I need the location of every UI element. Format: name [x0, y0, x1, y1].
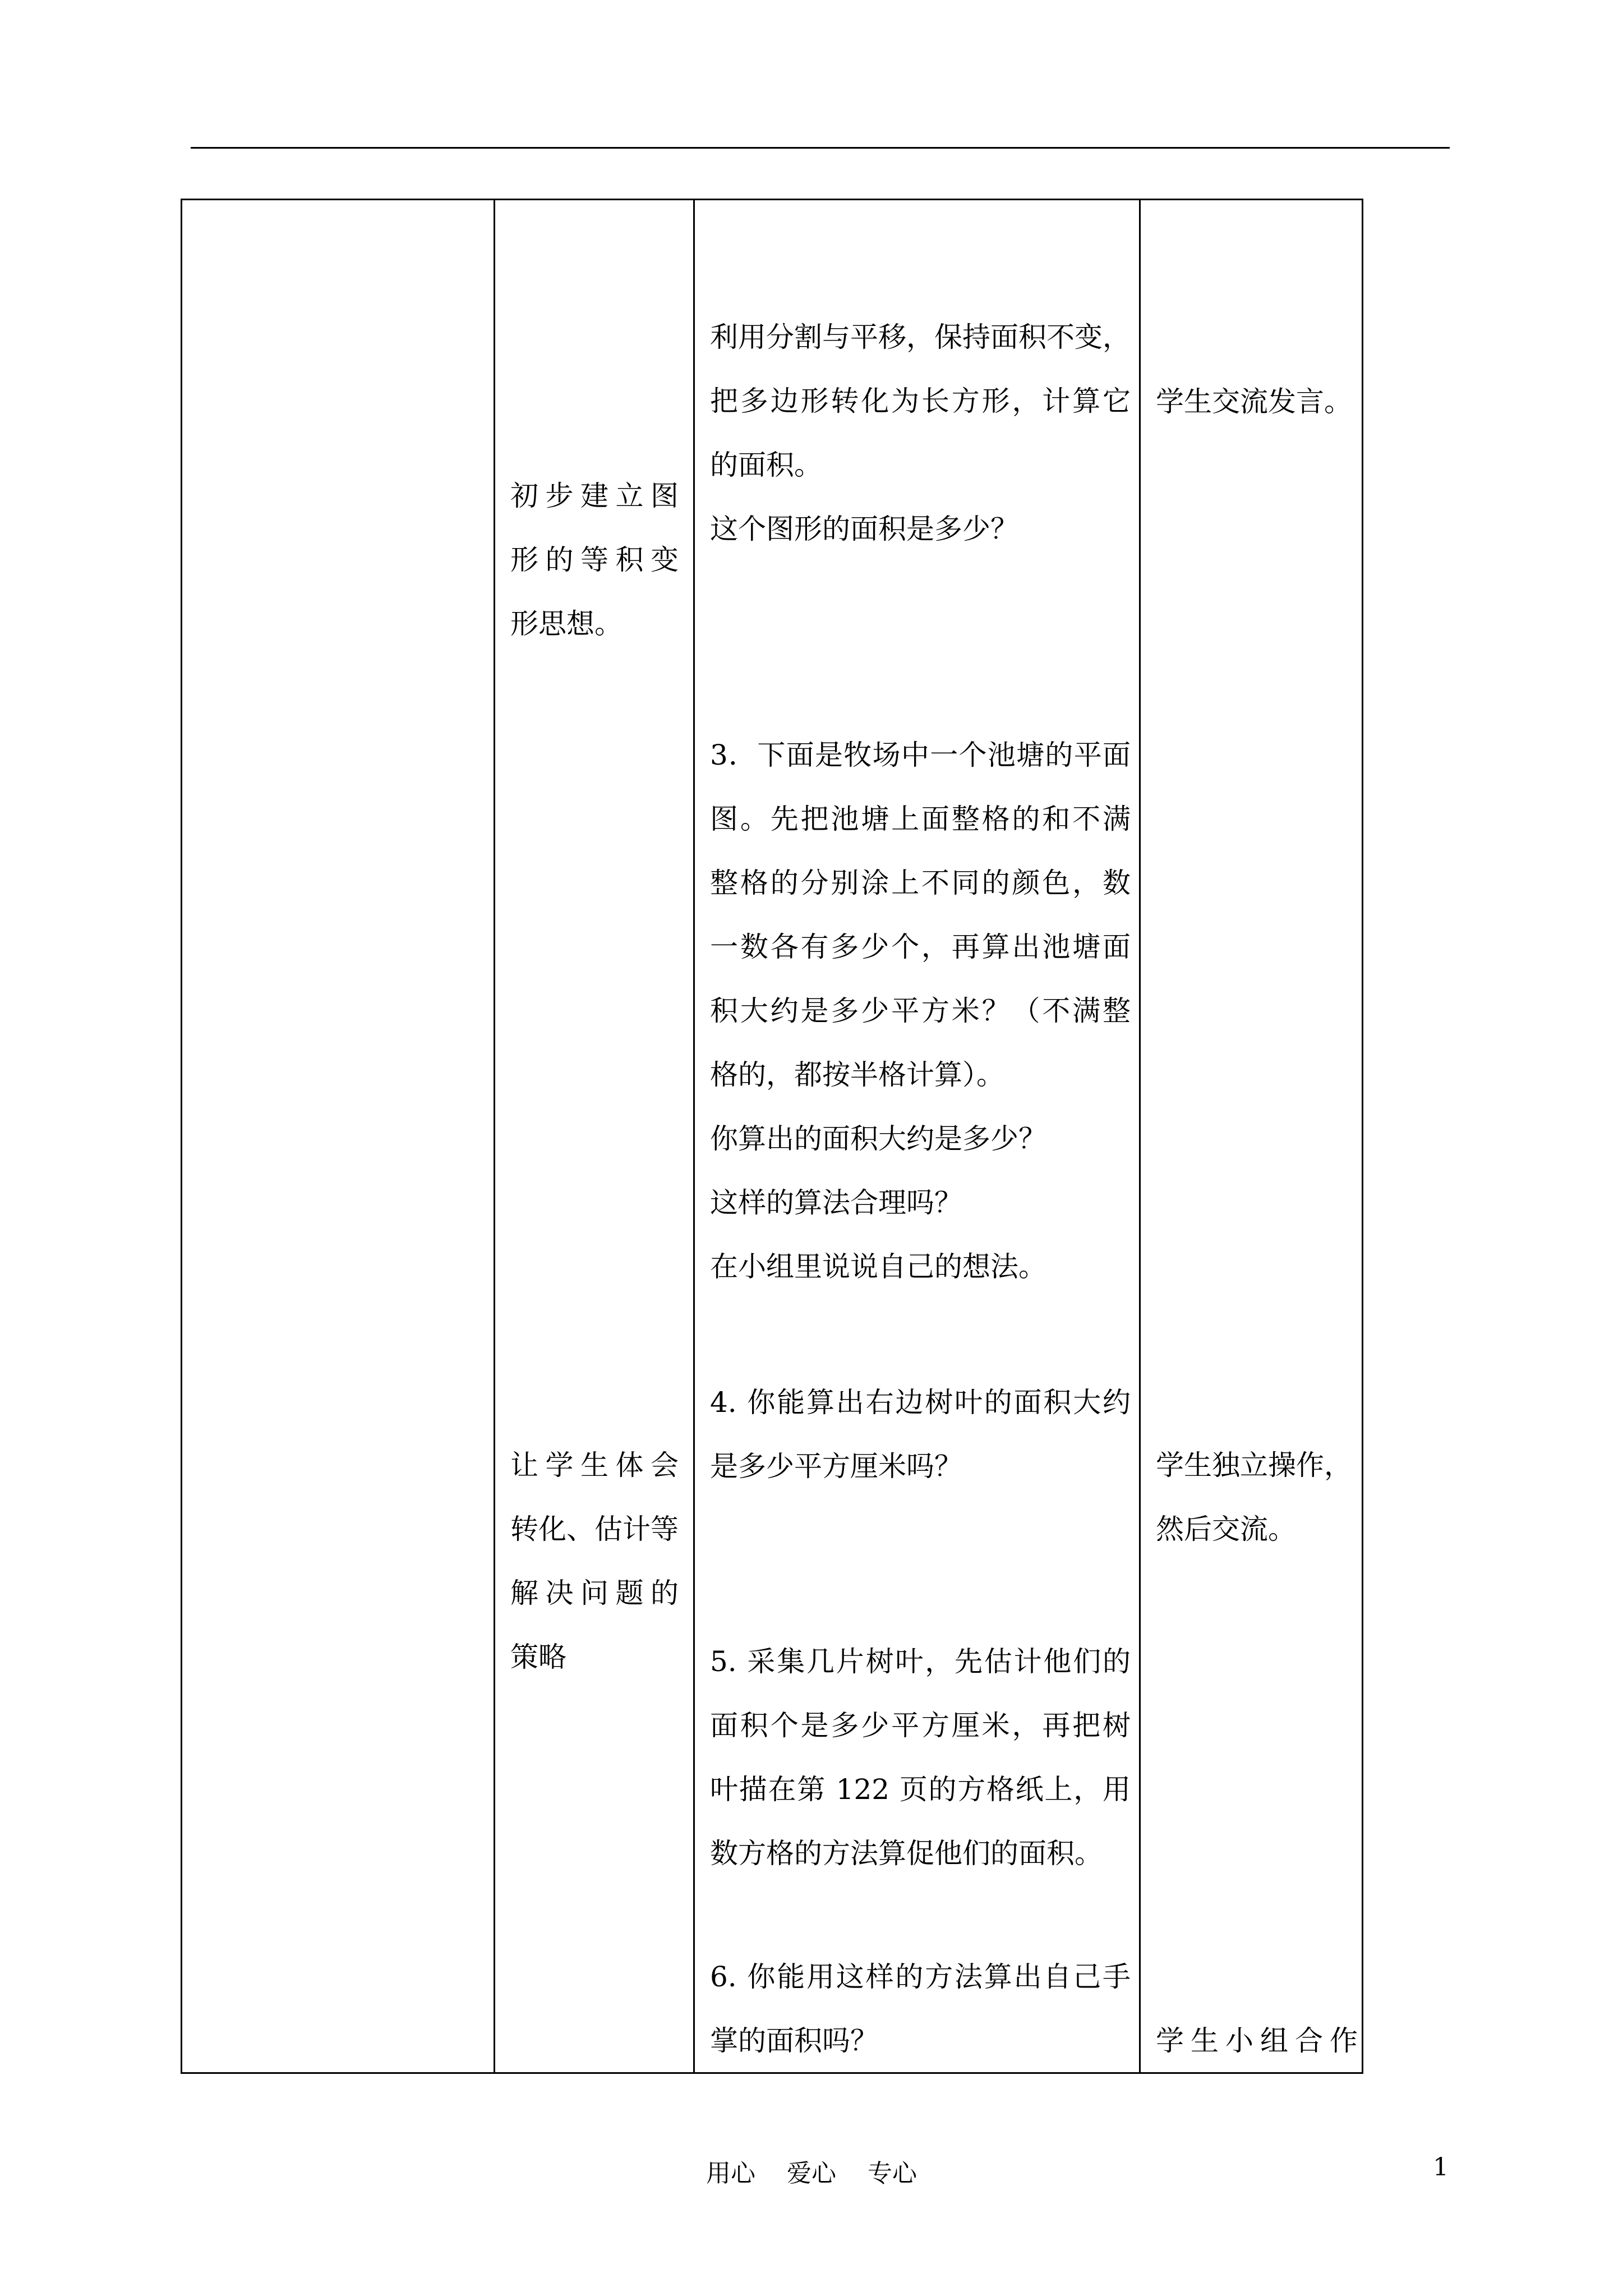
content-block-2: 3．下面是牧场中一个池塘的平面 图。先把池塘上面整格的和不满 整格的分别涂上不同的颜色，数 一数各有多少个，再算出池塘面 积大约是多少平方米？（不满整 格的，都按半格计算）。 你算出的面积大约是多少？ 这样的算法合理吗？ 在小组里说说自己的想法。: [710, 739, 1131, 1283]
objective-1: 初步建立图 形的等积变 形思想。: [510, 480, 679, 640]
column-divider: [693, 200, 695, 2072]
header-rule: [191, 147, 1450, 149]
content-block-3: 4. 你能算出右边树叶的面积大约 是多少平方厘米吗？: [710, 1386, 1131, 1483]
content-block-4: 5. 采集几片树叶，先估计他们的 面积个是多少平方厘米，再把树 叶描在第 122 页的方格纸上，用 数方格的方法算促他们的面积。: [710, 1645, 1131, 1870]
page-footer: 用心 爱心 专心: [706, 2159, 917, 2188]
activity-3: 学生小组合作: [1156, 2024, 1358, 2057]
objective-2: 让学生体会 转化、估计等 解决问题的 策略: [510, 1449, 679, 1673]
content-block-1: 利用分割与平移，保持面积不变， 把多边形转化为长方形，计算它 的面积。 这个图形的面积是多少？: [710, 321, 1131, 545]
column-divider: [1139, 200, 1141, 2072]
content-block-5: 6. 你能用这样的方法算出自己手 掌的面积吗？: [710, 1961, 1131, 2057]
column-divider: [494, 200, 495, 2072]
activity-1: 学生交流发言。: [1156, 385, 1352, 418]
page-number: 1: [1433, 2153, 1449, 2182]
lesson-table: [181, 199, 1363, 2074]
activity-2: 学生独立操作， 然后交流。: [1156, 1449, 1352, 1545]
